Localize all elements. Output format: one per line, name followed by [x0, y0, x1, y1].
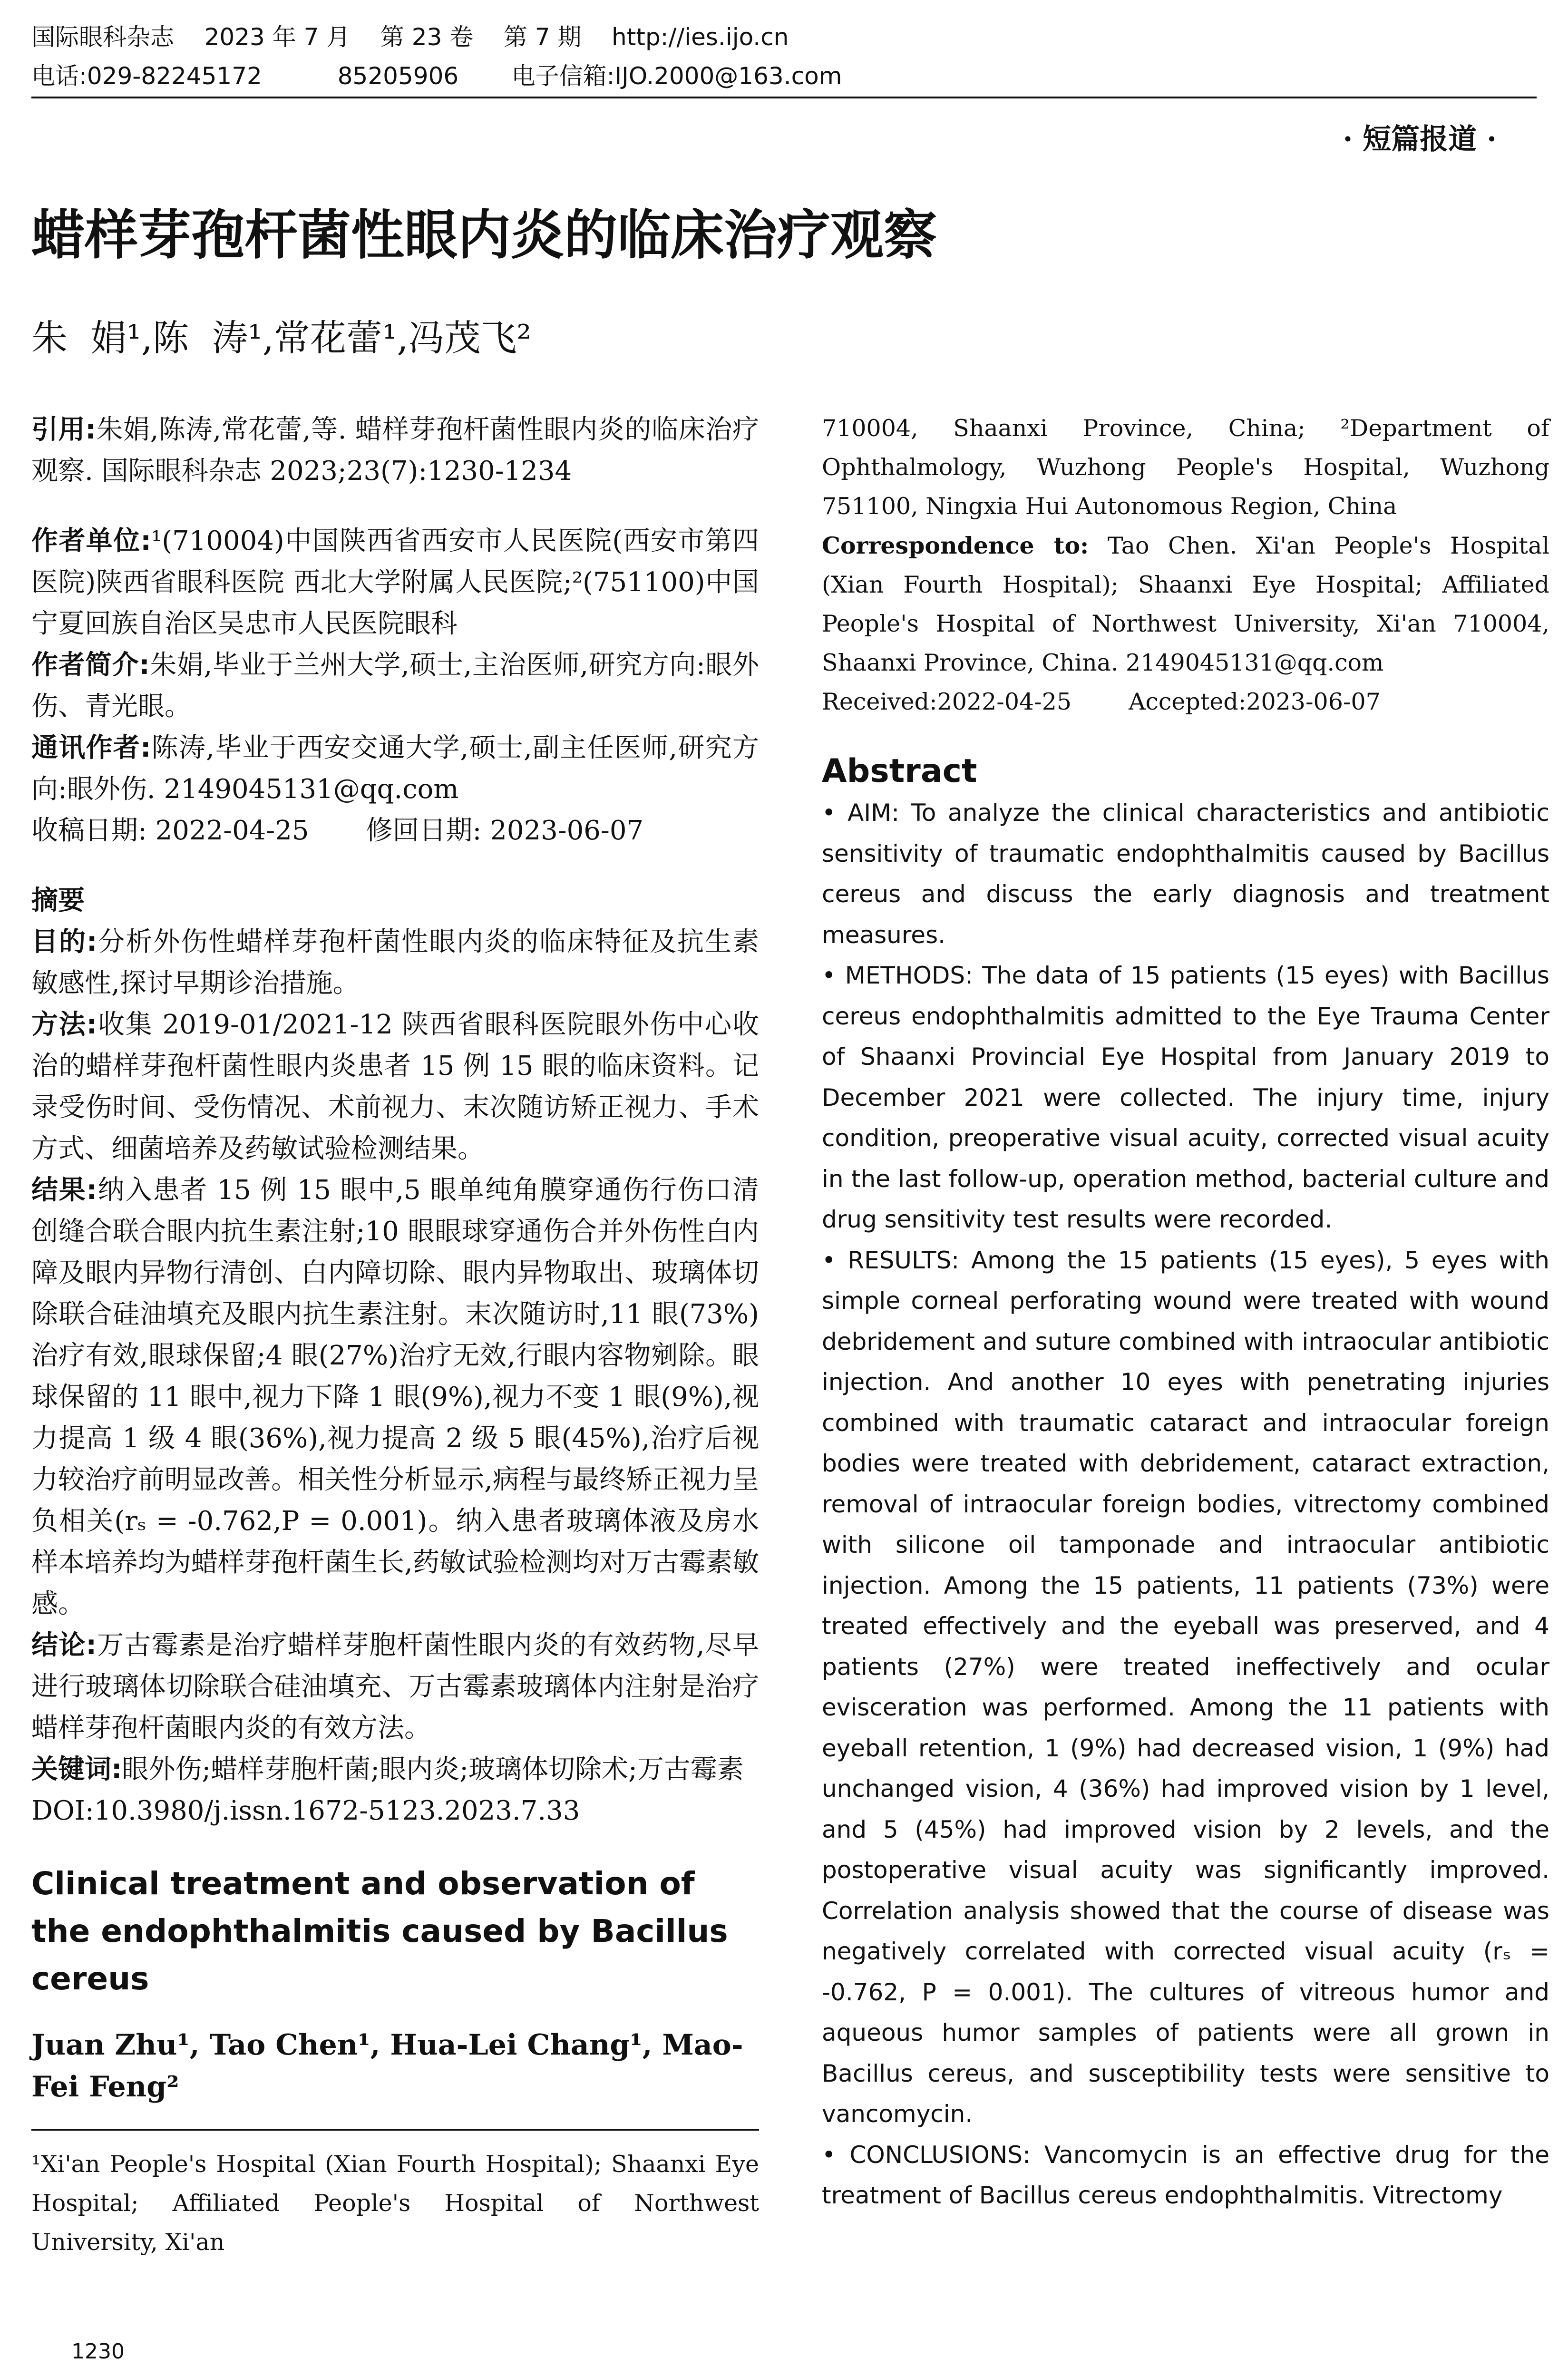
abstract-methods-en: [822, 955, 1549, 1240]
results-text-en: Among the 15 patients (15 eyes), 5 eyes with simple corneal perforating wound were treated with wound debridement and suture combined with intraocular antibiotic injection. And another 10 eyes with penetrating injuries combined with traumatic cataract and intraocular foreign bodies were treated with debridement, cataract extraction, removal of intraocular foreign bodies, vitrectomy combined with silicone oil tamponade and intraocular antibiotic injection. Among the 15 patients, 11 patients (73%) were treated effectively and the eyeball was preserved, and 4 patients (27%) were treated ineffectively and ocular evisceration was performed. Among the 11 patients with eyeball retention, 1 (9%) had decreased vision, 1 (9%) had unchanged vision, 4 (36%) had improved vision by 1 level, and 5 (45%) had improved vision by 2 levels, and the postoperative visual acuity was significantly improved. Correlation analysis showed that the course of disease was negatively correlated with corrected visual acuity (rₛ = -0.762, P = 0.001). The cultures of vitreous humor and aqueous humor samples of patients were all grown in Bacillus cereus, and susceptibility tests were sensitive to vancomycin.: [822, 1246, 1549, 2128]
affiliation-text: ¹(710004)中国陕西省西安市人民医院(西安市第四医院)陕西省眼科医院 西北大学附属人民医院;²(751100)中国宁夏回族自治区吴忠市人民医院眼科: [31, 526, 759, 639]
abstract-results-zh: [31, 1169, 759, 1625]
accepted-date-en: Accepted:2023-06-07: [1129, 688, 1381, 715]
dates-zh: [31, 810, 759, 851]
affiliation-footnote-en-part1: ¹Xi'an People's Hospital (Xian Fourth Hospital); Shaanxi Eye Hospital; Affiliated People's Hospital of Northwest University, Xi'an: [31, 2151, 759, 2256]
author-bio: [31, 644, 759, 727]
conclusion-label-zh: 结论:: [31, 1630, 97, 1661]
doi[interactable]: DOI:10.3980/j.issn.1672-5123.2023.7.33: [31, 1795, 580, 1826]
corresponding-author: [31, 727, 759, 810]
bio-text: 朱娟,毕业于兰州大学,硕士,主治医师,研究方向:眼外伤、青光眼。: [31, 650, 759, 722]
correspondence-text-en: Tao Chen. Xi'an People's Hospital (Xian Fourth Hospital); Shaanxi Eye Hospital; Affiliated People's Hospital of Northwest University, Xi'an 710004, Shaanxi Province, China. 2149045131@qq.com: [822, 532, 1549, 676]
correspondence-label-en: Correspondence to:: [822, 532, 1089, 559]
received-date-zh: 收稿日期: 2022-04-25: [31, 815, 309, 846]
aim-text-en: To analyze the clinical characteristics and antibiotic sensitivity of traumatic endophthalmitis caused by Bacillus cereus and discuss the early diagnosis and treatment measures.: [822, 799, 1549, 949]
affiliation-footnote-en-part2: 710004, Shaanxi Province, China; ²Department of Ophthalmology, Wuzhong People's Hospital, Wuzhong 751100, Ningxia Hui Autonomous Region, China: [822, 415, 1549, 520]
aim-text-zh: 分析外伤性蜡样芽孢杆菌性眼内炎的临床特征及抗生素敏感性,探讨早期诊治措施。: [31, 926, 759, 999]
article-title-en: Clinical treatment and observation of the endophthalmitis caused by Bacillus cereus: [31, 1865, 728, 1997]
abstract-results-en: [822, 1240, 1549, 2135]
abstract-heading-zh: 摘要: [31, 885, 85, 916]
received-date-en: Received:2022-04-25: [822, 688, 1072, 715]
methods-label-zh: 方法:: [31, 1009, 97, 1040]
keywords-text-zh: 眼外伤;蜡样芽胞杆菌;眼内炎;玻璃体切除术;万古霉素: [122, 1754, 744, 1785]
methods-text-en: The data of 15 patients (15 eyes) with Bacillus cereus endophthalmitis admitted to the Eye Trauma Center of Shaanxi Provincial Eye Hospital from January 2019 to December 2021 were collected. The injury time, injury condition, preoperative visual acuity, corrected visual acuity in the last follow-up, operation method, bacterial culture and drug sensitivity test results were recorded.: [822, 962, 1549, 1233]
citation-label: 引用:: [31, 414, 96, 445]
conclusions-text-en: Vancomycin is an effective drug for the treatment of Bacillus cereus endophthalmitis. Vitrectomy: [822, 2141, 1549, 2209]
abstract-aim-zh: [31, 921, 759, 1004]
abstract-heading-en: Abstract: [822, 752, 977, 790]
header-divider: [31, 97, 1537, 98]
journal-header-line2: 电话:029-82245172 85205906 电子信箱:IJO.2000@163.com: [31, 62, 842, 90]
conclusions-label-en: • CONCLUSIONS:: [822, 2141, 1031, 2169]
dates-en: [822, 682, 1549, 721]
methods-text-zh: 收集 2019-01/2021-12 陕西省眼科医院眼外伤中心收治的蜡样芽孢杆菌性眼内炎患者 15 例 15 眼的临床资料。记录受伤时间、受伤情况、术前视力、末次随访矫正视力、手术方式、细菌培养及药敏试验检测结果。: [31, 1009, 759, 1164]
keywords-zh: [31, 1749, 759, 1790]
conclusion-text-zh: 万古霉素是治疗蜡样芽胞杆菌性眼内炎的有效药物,尽早进行玻璃体切除联合硅油填充、万古霉素玻璃体内注射是治疗蜡样芽孢杆菌眼内炎的有效方法。: [31, 1630, 759, 1744]
citation-text: 朱娟,陈涛,常花蕾,等. 蜡样芽孢杆菌性眼内炎的临床治疗观察. 国际眼科杂志 2023;23(7):1230-1234: [31, 414, 759, 487]
aim-label-zh: 目的:: [31, 926, 97, 957]
methods-label-en: • METHODS:: [822, 962, 974, 989]
results-label-en: • RESULTS:: [822, 1246, 960, 1274]
journal-header-line1: 国际眼科杂志 2023 年 7 月 第 23 卷 第 7 期 http://ies.ijo.cn: [31, 23, 789, 51]
section-tag: · 短篇报道 ·: [1343, 123, 1497, 156]
keywords-label-zh: 关键词:: [31, 1754, 122, 1785]
aim-label-en: • AIM:: [822, 799, 900, 827]
results-label-zh: 结果:: [31, 1175, 97, 1206]
left-column: [31, 409, 759, 2262]
results-text-zh: 纳入患者 15 例 15 眼中,5 眼单纯角膜穿通伤行伤口清创缝合联合眼内抗生素注射;10 眼眼球穿通伤合并外伤性白内障及眼内异物行清创、白内障切除、眼内异物取出、玻璃体切除联合硅油填充及眼内抗生素注射。末次随访时,11 眼(73%)治疗有效,眼球保留;4 眼(27%)治疗无效,行眼内容物剜除。眼球保留的 11 眼中,视力下降 1 眼(9%),视力不变 1 眼(9%),视力提高 1 级 4 眼(36%),视力提高 2 级 5 眼(45%),治疗后视力较治疗前明显改善。相关性分析显示,病程与最终矫正视力呈负相关(rₛ = -0.762,P = 0.001)。纳入患者玻璃体液及房水样本培养均为蜡样芽孢杆菌生长,药敏试验检测均对万古霉素敏感。: [31, 1175, 759, 1619]
corresponding-label: 通讯作者:: [31, 732, 151, 763]
correspondence-en: [822, 526, 1549, 682]
author-affiliation: [31, 520, 759, 644]
abstract-conclusions-en: [822, 2135, 1549, 2216]
revised-date-zh: 修回日期: 2023-06-07: [366, 815, 644, 846]
abstract-methods-zh: [31, 1004, 759, 1169]
right-column: [822, 409, 1549, 2216]
abstract-conclusion-zh: [31, 1625, 759, 1749]
citation: [31, 409, 759, 492]
affiliation-label: 作者单位:: [31, 526, 151, 556]
corresponding-text: 陈涛,毕业于西安交通大学,硕士,副主任医师,研究方向:眼外伤. 2149045131@qq.com: [31, 732, 759, 805]
abstract-aim-en: [822, 793, 1549, 955]
author-list-zh: 朱 娟¹,陈 涛¹,常花蕾¹,冯茂飞²: [31, 317, 531, 359]
article-title-zh: 蜡样芽孢杆菌性眼内炎的临床治疗观察: [31, 205, 937, 266]
page-number: 1230: [71, 2339, 125, 2364]
bio-label: 作者简介:: [31, 650, 150, 681]
author-list-en: Juan Zhu¹, Tao Chen¹, Hua-Lei Chang¹, Mao-Fei Feng²: [31, 2028, 743, 2104]
